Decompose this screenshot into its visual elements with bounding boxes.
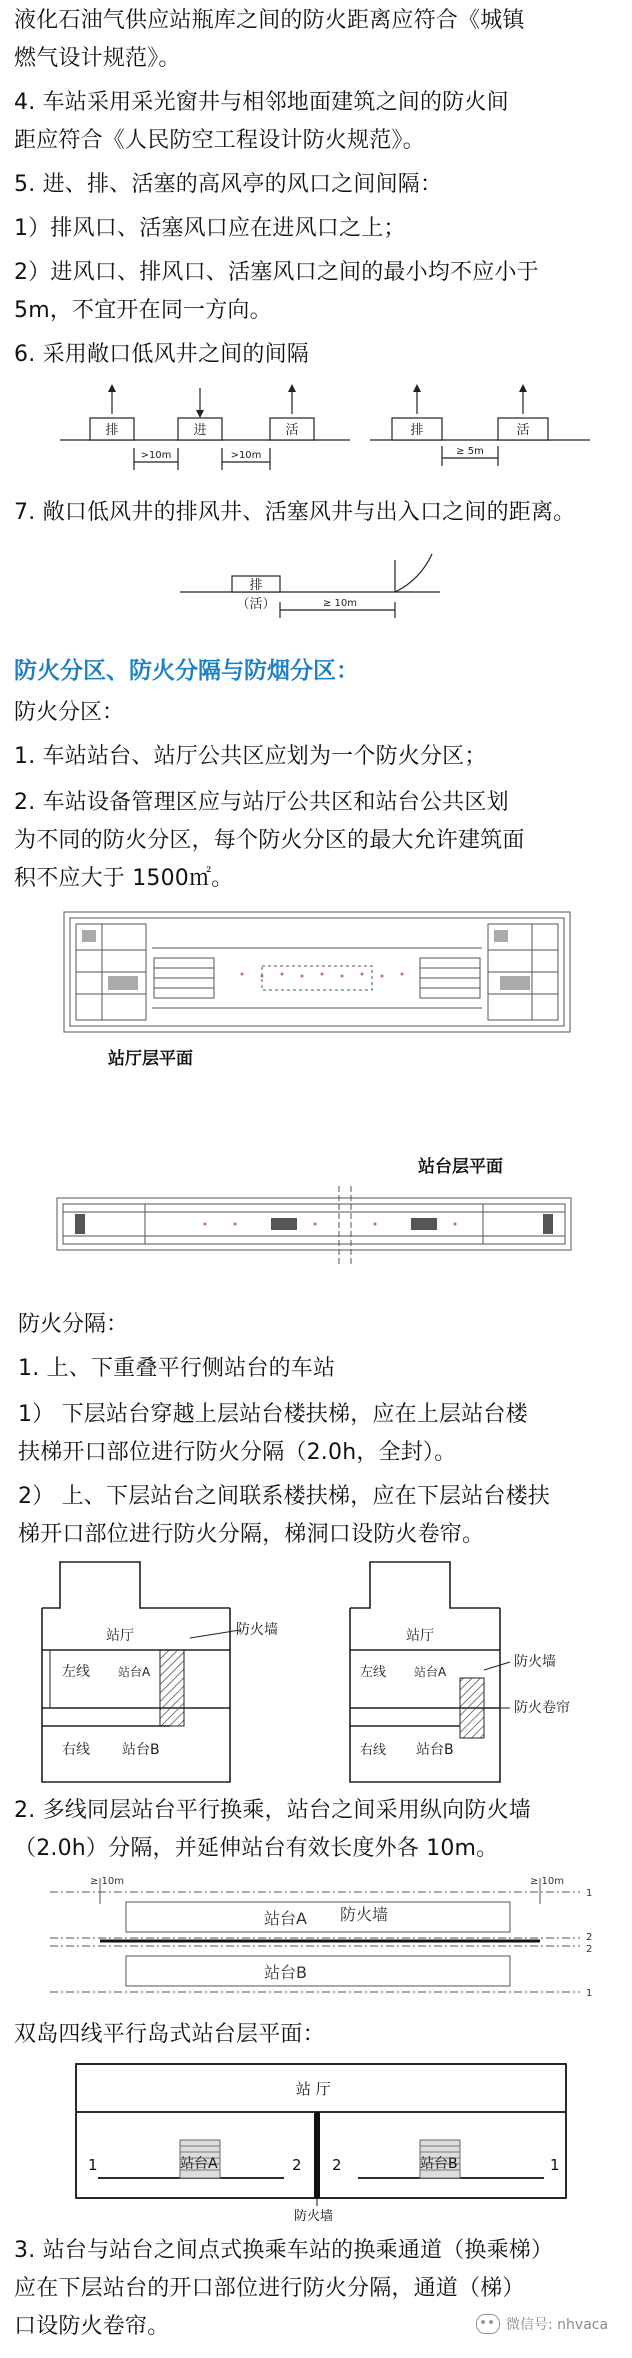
section-heading: 防火分区、防火分隔与防烟分区：: [14, 658, 359, 684]
paragraph-line: 为不同的防火分区，每个防火分区的最大允许建筑面: [14, 828, 525, 853]
parallel-platforms-diagram: [40, 1874, 610, 2004]
left-line-label: 左线: [360, 1665, 387, 1680]
paragraph-line: 5m，不宜开在同一方向。: [14, 298, 272, 323]
box-label-exhaust: 排: [105, 423, 119, 438]
paragraph-line: 5. 进、排、活塞的高风亭的风口之间间隔：: [14, 172, 443, 197]
paragraph-line: 2. 多线同层站台平行换乘，站台之间采用纵向防火墙: [14, 1798, 531, 1823]
station-hall-plan: [62, 910, 572, 1040]
paragraph-line: 双岛四线平行岛式站台层平面：: [14, 2022, 325, 2047]
stacked-platform-sections: [40, 1558, 600, 1788]
sub-heading: 防火分隔：: [18, 1312, 129, 1337]
track-number: 2: [586, 1944, 593, 1955]
paragraph-line: 应在下层站台的开口部位进行防火分隔，通道（梯）: [14, 2276, 525, 2301]
double-island-section: [72, 2060, 572, 2224]
paragraph-line: 1. 上、下重叠平行侧站台的车站: [18, 1356, 336, 1381]
platform-b-label: 站台B: [416, 1742, 454, 1758]
paragraph-line: 4. 车站采用采光窗井与相邻地面建筑之间的防火间: [14, 90, 509, 115]
platform-b-label: 站台B: [264, 1963, 307, 1982]
right-line-label: 右线: [62, 1742, 90, 1758]
paragraph-line: 1）排风口、活塞风口应在进风口之上；: [14, 216, 406, 241]
track-number: 1: [586, 1888, 593, 1899]
dimension-label: ≥ 10m: [530, 1876, 565, 1887]
watermark-text: 微信号: nhvaca: [506, 2317, 609, 2333]
platform-a-label: 站台A: [180, 2156, 218, 2172]
platform-a-label: 站台A: [118, 1665, 151, 1679]
dimension-label: ≥ 10m: [322, 598, 358, 609]
wechat-icon: [476, 2314, 500, 2334]
track-number: 1: [586, 1988, 593, 1999]
platform-plan-label: 站台层平面: [418, 1157, 503, 1177]
track-number: 1: [88, 2156, 98, 2174]
paragraph-line: 1. 车站站台、站厅公共区应划为一个防火分区；: [14, 744, 487, 769]
shaft-spacing-diagram: [50, 378, 610, 488]
track-number: 2: [332, 2156, 342, 2174]
right-line-label: 右线: [360, 1743, 387, 1758]
hall-label: 站厅: [106, 1628, 134, 1644]
fire-wall-label: 防火墙: [236, 1622, 278, 1638]
paragraph-line: 扶梯开口部位进行防火分隔（2.0h，全封）。: [18, 1440, 457, 1465]
fire-wall-label: 防火墙: [294, 2209, 334, 2224]
watermark: [476, 2314, 608, 2334]
paragraph-line: 2） 上、下层站台之间联系楼扶梯，应在下层站台楼扶: [18, 1484, 550, 1509]
box-label-intake: 进: [193, 423, 207, 438]
paragraph-line: 1） 下层站台穿越上层站台楼扶梯，应在上层站台楼: [18, 1402, 528, 1427]
hall-label: 站厅: [406, 1628, 434, 1644]
box-label-exhaust: 排: [249, 578, 263, 593]
dimension-label: >10m: [140, 450, 172, 461]
paragraph-line: 7. 敞口低风井的排风井、活塞风井与出入口之间的距离。: [14, 500, 576, 525]
track-number: 1: [550, 2156, 560, 2174]
paragraph-line: 2. 车站设备管理区应与站厅公共区和站台公共区划: [14, 790, 509, 815]
paragraph-line: 距应符合《人民防空工程设计防火规范》。: [14, 128, 425, 153]
platform-a-label: 站台A: [414, 1665, 447, 1679]
fire-shutter-label: 防火卷帘: [514, 1700, 570, 1716]
platform-b-label: 站台B: [122, 1742, 160, 1758]
box-label-piston: （活）: [236, 597, 276, 612]
paragraph-line: （2.0h）分隔，并延伸站台有效长度外各 10m。: [14, 1836, 499, 1861]
box-label-exhaust: 排: [410, 423, 424, 438]
platform-plan: [55, 1182, 575, 1270]
hall-label: 站 厅: [296, 2080, 331, 2098]
sub-heading: 防火分区：: [14, 700, 125, 725]
platform-b-label: 站台B: [420, 2156, 458, 2172]
fire-wall-label: 防火墙: [514, 1654, 556, 1670]
paragraph-line: 液化石油气供应站瓶库之间的防火距离应符合《城镇: [14, 8, 525, 33]
platform-a-label: 站台A: [264, 1909, 307, 1928]
box-label-piston: 活: [285, 423, 299, 438]
fire-wall-label: 防火墙: [340, 1905, 389, 1924]
paragraph-line: 3. 站台与站台之间点式换乘车站的换乘通道（换乘梯）: [14, 2238, 554, 2263]
paragraph-line: 梯开口部位进行防火分隔，梯洞口设防火卷帘。: [18, 1522, 485, 1547]
track-number: 2: [586, 1932, 593, 1943]
left-line-label: 左线: [62, 1664, 90, 1680]
dimension-label: ≥ 10m: [90, 1876, 125, 1887]
box-label-piston: 活: [516, 423, 530, 438]
dimension-label: ≥ 5m: [456, 446, 484, 457]
paragraph-line: 积不应大于 1500㎡。: [14, 866, 234, 891]
shaft-entrance-diagram: [170, 540, 460, 626]
track-number: 2: [292, 2156, 302, 2174]
paragraph-line: 口设防火卷帘。: [14, 2314, 170, 2339]
paragraph-line: 燃气设计规范》。: [14, 46, 181, 71]
paragraph-line: 6. 采用敞口低风井之间的间隔: [14, 342, 309, 367]
paragraph-line: 2）进风口、排风口、活塞风口之间的最小均不应小于: [14, 260, 539, 285]
dimension-label: >10m: [230, 450, 262, 461]
hall-plan-label: 站厅层平面: [108, 1049, 193, 1069]
